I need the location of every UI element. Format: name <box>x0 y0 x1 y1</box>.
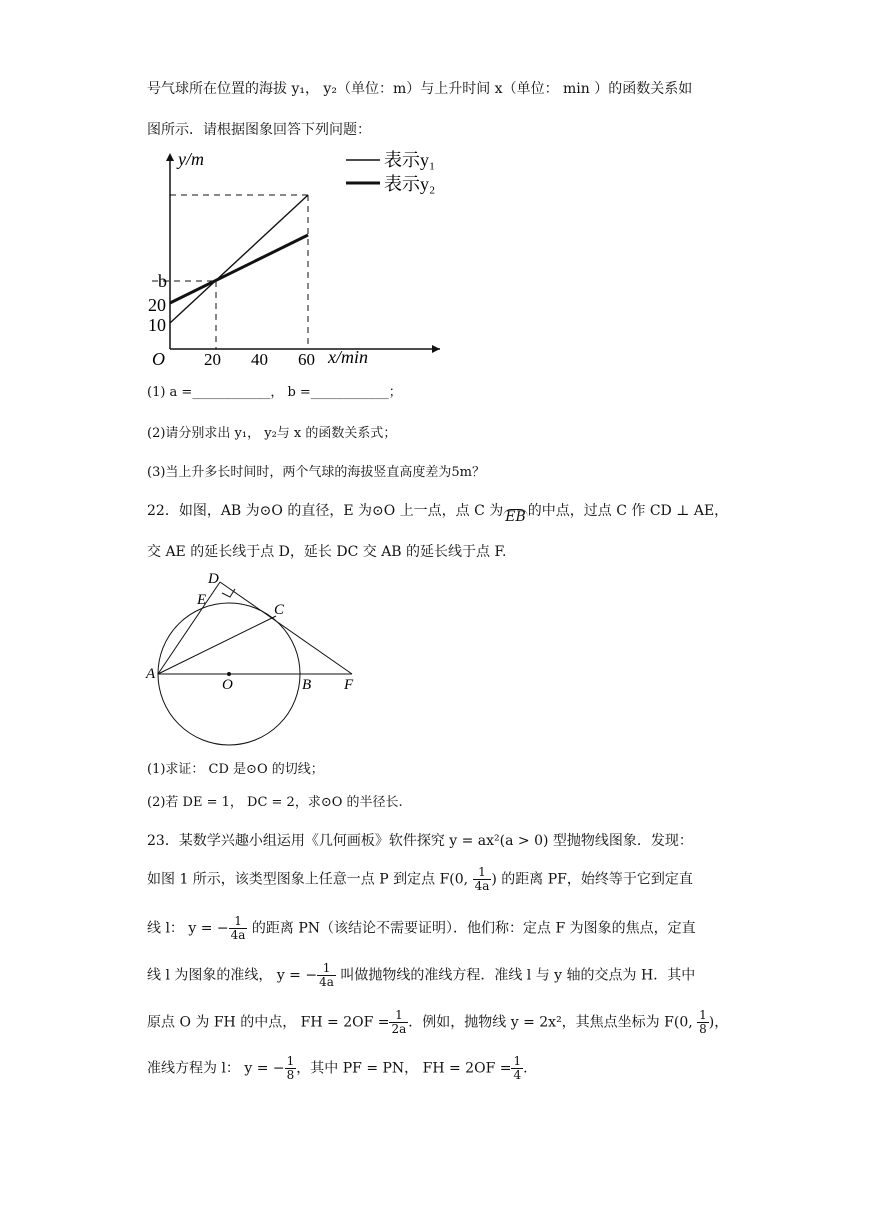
label-f: F <box>344 677 354 693</box>
x-axis-arrow-icon <box>432 345 440 353</box>
line-y2 <box>170 235 308 303</box>
frac-1-over-2a: $\frac{1}{2a}$ <box>391 1008 407 1036</box>
label-c: C <box>274 602 285 618</box>
q21-line2: 图所示．请根据图象回答下列问题： <box>147 122 371 138</box>
line-ac <box>158 616 276 674</box>
frac-1-over-8: $\frac{1}{8}$ <box>699 1008 707 1036</box>
y-axis-arrow-icon <box>166 153 174 161</box>
line-ad <box>158 582 220 674</box>
q22-line1-a: 22．如图，AB 为⊙O 的直径，E 为⊙O 上一点，点 C 为 <box>147 503 504 519</box>
q22-line2: 交 AE 的延长线于点 D，延长 DC 交 AB 的延长线于点 F. <box>147 544 507 560</box>
line-y1 <box>170 195 308 323</box>
label-a: A <box>146 666 156 682</box>
q21-sub2: (2)请分别求出 y₁， y₂与 x 的函数关系式； <box>147 426 397 441</box>
q22-sub2: (2)若 DE = 1， DC = 2，求⊙O 的半径长. <box>147 795 403 810</box>
legend-y2: 表示y₂ <box>384 174 436 194</box>
q22-sub1: (1)求证： CD 是⊙O 的切线； <box>147 762 324 777</box>
x-axis-label: x/min <box>328 347 368 367</box>
y-tick-20: 20 <box>148 295 166 315</box>
q22-line1-b: 的中点，过点 C 作 CD ⊥ AE， <box>527 503 729 519</box>
x-tick-60: 60 <box>298 350 315 369</box>
q23-line3: 线 l： y = − $\frac{1}{4a}$ 的距离 PN（该结论不需要证明）．他们称：定点 F 为图象的焦点，定直 <box>147 914 696 942</box>
q21-sub1: (1) a =____________， b =____________； <box>147 385 402 400</box>
q23-line2: 如图 1 所示，该类型图象上任意一点 P 到定点 F(0, $\frac{1}{4a}$ ) 的距离 PF，始终等于它到定直 <box>147 865 693 893</box>
q21-graph <box>140 143 450 369</box>
line-df <box>220 582 352 674</box>
center-dot-icon <box>227 672 231 676</box>
q23-line6: 准线方程为 l： y = − $\frac{1}{8}$ ，其中 PF = PN， FH = 2OF = $\frac{1}{4}$ . <box>147 1054 528 1082</box>
frac-1-over-4a: $\frac{1}{4a}$ <box>474 865 490 893</box>
origin-label: O <box>152 349 165 369</box>
x-tick-40: 40 <box>251 350 268 369</box>
y-axis-label: y/m <box>178 149 204 169</box>
q22-figure <box>140 568 365 748</box>
label-b: B <box>302 677 312 693</box>
q23-line5: 原点 O 为 FH 的中点， FH = 2OF = $\frac{1}{2a}$ ．例如，抛物线 y = 2x²，其焦点坐标为 F(0, $\frac{1}{8}$ )， <box>147 1008 729 1036</box>
q21-sub3: (3)当上升多长时间时，两个气球的海拔竖直高度差为5m？ <box>147 465 486 480</box>
y-tick-b: b <box>158 271 167 291</box>
y-tick-10: 10 <box>148 315 166 335</box>
frac-1-over-4: $\frac{1}{4}$ <box>513 1054 522 1082</box>
label-d: D <box>208 571 219 587</box>
label-o: O <box>222 677 233 693</box>
q23-line1: 23．某数学兴趣小组运用《几何画板》软件探究 y = ax²(a > 0) 型抛物线图象．发现： <box>147 833 693 849</box>
x-tick-20: 20 <box>204 350 221 369</box>
frac-1-over-4a-2: $\frac{1}{4a}$ <box>230 914 246 942</box>
q22-line1 <box>147 500 729 525</box>
arc-eb-label: EB <box>505 509 526 525</box>
frac-1-over-8-2: $\frac{1}{8}$ <box>286 1054 295 1082</box>
q23-line4: 线 l 为图象的准线， y = − $\frac{1}{4a}$ 叫做抛物线的准线方程．准线 l 与 y 轴的交点为 H．其中 <box>147 961 696 989</box>
frac-1-over-4a-3: $\frac{1}{4a}$ <box>319 961 334 989</box>
legend-y1: 表示y₁ <box>384 150 436 170</box>
label-e: E <box>197 592 207 608</box>
q21-line1: 号气球所在位置的海拔 y₁， y₂（单位：m）与上升时间 x（单位： min ）的函数关系如 <box>147 81 693 97</box>
right-angle-mark-icon <box>222 589 235 597</box>
